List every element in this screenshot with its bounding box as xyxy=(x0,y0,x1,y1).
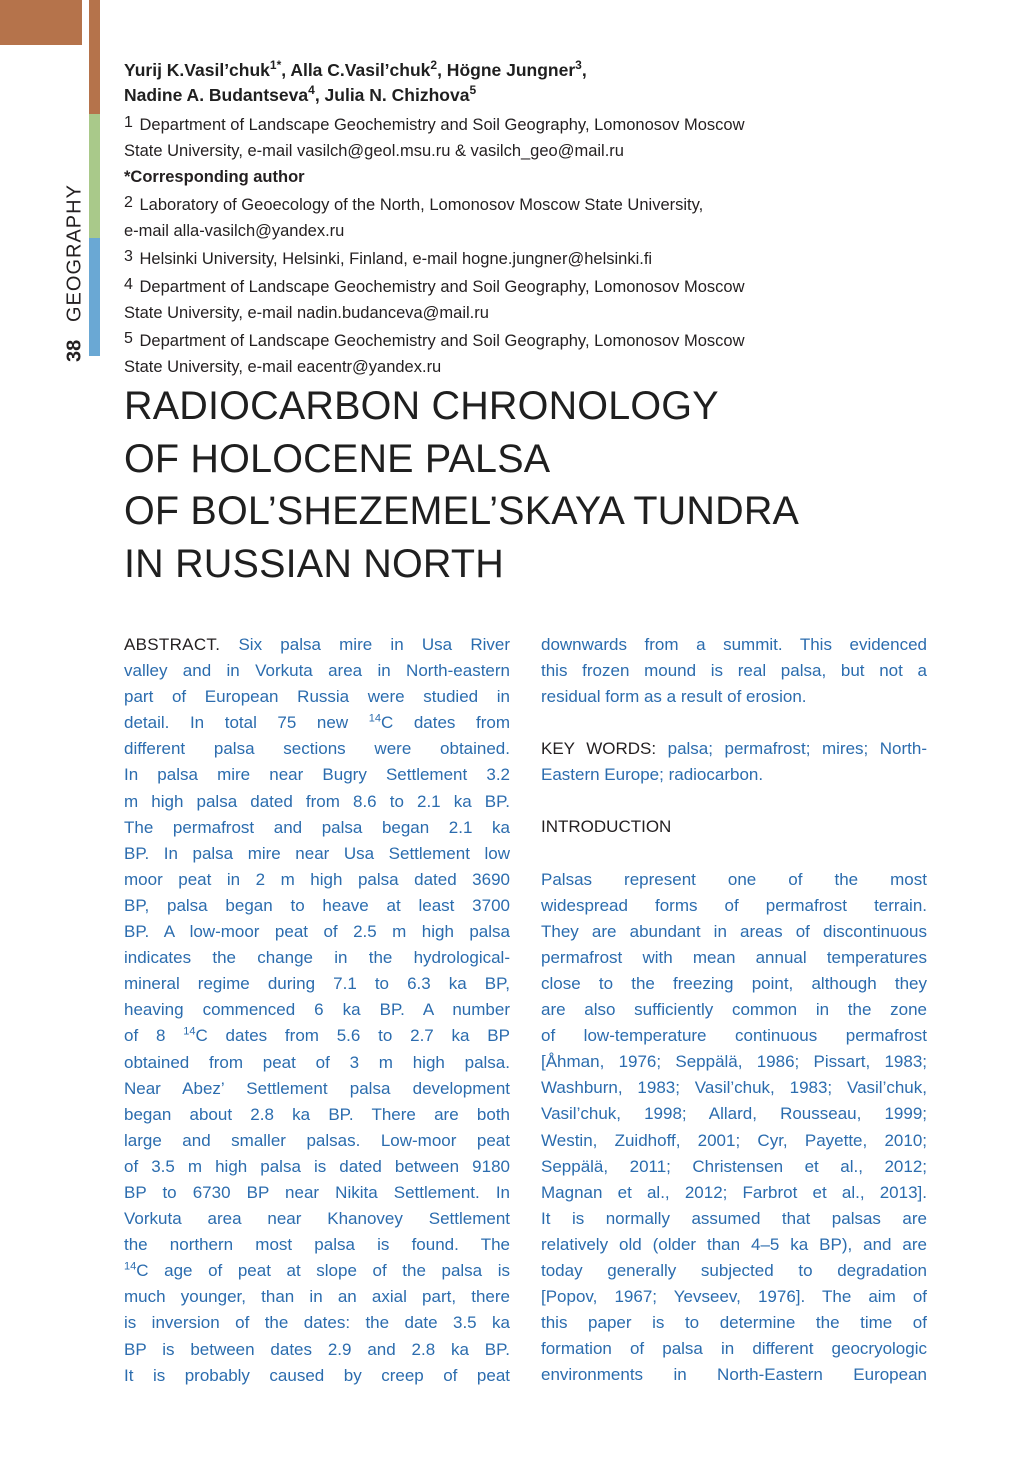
abstract-text: C dates from 5.6 to 2.7 ka BP xyxy=(195,1026,510,1046)
spacer xyxy=(541,841,927,867)
corner-color-block xyxy=(0,0,82,45)
abstract-heading: ABSTRACT. xyxy=(124,635,221,654)
intro-line: They are abundant in areas of discontinuous xyxy=(541,921,927,941)
affiliation-5-line-2: State University, e-mail eacentr@yandex.ru xyxy=(124,358,442,376)
sidebar-color-bar-blue xyxy=(89,238,100,356)
abstract-line: is inversion of the dates: the date 3.5 ka xyxy=(124,1313,510,1333)
affiliation-1-number: 1 xyxy=(124,114,133,131)
title-line-1: RADIOCARBON CHRONOLOGY xyxy=(124,384,719,428)
section-name: GEOGRAPHY xyxy=(63,183,86,322)
intro-line: [Popov, 1967; Yevseev, 1976]. The aim of xyxy=(541,1287,927,1307)
affiliations xyxy=(124,110,936,380)
affiliation-4 xyxy=(124,272,936,300)
affiliation-4-line-2: State University, e-mail nadin.budanceva@mail.ru xyxy=(124,304,489,322)
abstract-line: much younger, than in an axial part, there xyxy=(124,1287,510,1307)
abstract-line: m high palsa dated from 8.6 to 2.1 ka BP. xyxy=(124,791,510,811)
abstract-line: heaving commenced 6 ka BP. A number xyxy=(124,1000,510,1020)
keywords-heading: KEY WORDS: xyxy=(541,739,657,759)
intro-line: Vasil’chuk, 1998; Allard, Rousseau, 1999; xyxy=(541,1104,927,1124)
abstract-line: In palsa mire near Bugry Settlement 3.2 xyxy=(124,765,510,785)
sidebar-color-bar-brown xyxy=(89,0,100,114)
intro-line: Westin, Zuidhoff, 2001; Cyr, Payette, 2010; xyxy=(541,1130,927,1150)
affiliation-5-line-1: Department of Landscape Geochemistry and Soil Geography, Lomonosov Moscow xyxy=(139,332,745,350)
intro-line: are also sufficiently common in the zone xyxy=(541,1000,927,1020)
abstract-line: BP. A low-moor peat of 2.5 m high palsa xyxy=(124,922,510,942)
keywords-text: palsa; permafrost; mires; North- xyxy=(656,739,927,759)
abstract-line: valley and in Vorkuta area in North-eastern xyxy=(124,661,510,681)
intro-line: [Åhman, 1976; Seppälä, 1986; Pissart, 1983; xyxy=(541,1052,927,1072)
spacer xyxy=(541,788,927,814)
abstract-line: this frozen mound is real palsa, but not a xyxy=(541,661,927,681)
abstract-line xyxy=(124,710,510,736)
intro-line: of low-temperature continuous permafrost xyxy=(541,1026,927,1046)
abstract-line: residual form as a result of erosion. xyxy=(541,687,807,707)
author-4-sup: 4 xyxy=(308,83,315,98)
intro-line: formation of palsa in different geocryologic xyxy=(541,1339,927,1359)
abstract-line: moor peat in 2 m high palsa dated 3690 xyxy=(124,869,510,889)
abstract-line: BP to 6730 BP near Nikita Settlement. In xyxy=(124,1182,510,1202)
spacer xyxy=(541,710,927,736)
intro-line: relatively old (older than 4–5 ka BP), and are xyxy=(541,1234,927,1254)
intro-line: Magnan et al., 2012; Farbrot et al., 2013]. xyxy=(541,1182,927,1202)
author-5: , Julia N. Chizhova xyxy=(314,85,470,105)
isotope-superscript: 14 xyxy=(183,1025,196,1038)
keywords-line: Eastern Europe; radiocarbon. xyxy=(541,765,764,785)
affiliation-3-line-1: Helsinki University, Helsinki, Finland, e-mail hogne.jungner@helsinki.fi xyxy=(139,250,653,268)
abstract-line: indicates the change in the hydrological- xyxy=(124,948,510,968)
paper-title xyxy=(124,380,924,590)
intro-line: today generally subjected to degradation xyxy=(541,1260,927,1280)
page-number: 38 xyxy=(63,339,86,362)
sidebar-label xyxy=(60,172,90,362)
right-column xyxy=(541,632,927,1388)
introduction-heading: INTRODUCTION xyxy=(541,817,672,837)
isotope-superscript: 14 xyxy=(124,1260,137,1273)
abstract-text: Six palsa mire in Usa River xyxy=(238,635,510,654)
abstract-line: the northern most palsa is found. The xyxy=(124,1235,510,1255)
abstract-line: obtained from peat of 3 m high palsa. xyxy=(124,1052,510,1072)
intro-line: Seppälä, 2011; Christensen et al., 2012; xyxy=(541,1156,927,1176)
abstract-line: BP. In palsa mire near Usa Settlement low xyxy=(124,843,510,863)
intro-line: It is normally assumed that palsas are xyxy=(541,1208,927,1228)
title-line-2: OF HOLOCENE PALSA xyxy=(124,436,551,481)
abstract-line: different palsa sections were obtained. xyxy=(124,739,510,759)
abstract-text: C age of peat at slope of the palsa is xyxy=(136,1261,510,1281)
intro-line: Washburn, 1983; Vasil’chuk, 1983; Vasil’chuk, xyxy=(541,1078,927,1098)
affiliation-3-number: 3 xyxy=(124,248,133,265)
author-5-sup: 5 xyxy=(469,83,477,98)
abstract-line: BP is between dates 2.9 and 2.8 ka BP. xyxy=(124,1339,510,1359)
abstract-line: part of European Russia were studied in xyxy=(124,687,510,707)
affiliation-4-line-1: Department of Landscape Geochemistry and Soil Geography, Lomonosov Moscow xyxy=(139,278,745,296)
author-2: , Alla C.Vasil’chuk xyxy=(281,60,431,80)
abstract-line xyxy=(124,1258,510,1284)
abstract-line: The permafrost and palsa began 2.1 ka xyxy=(124,817,510,837)
author-list xyxy=(124,58,944,108)
abstract-line xyxy=(124,632,510,658)
author-1-sup: 1* xyxy=(269,58,282,73)
author-line-2 xyxy=(124,83,944,108)
abstract-line: Vorkuta area near Khanovey Settlement xyxy=(124,1209,510,1229)
affiliation-1-line-1: Department of Landscape Geochemistry and Soil Geography, Lomonosov Moscow xyxy=(139,116,745,134)
intro-line: permafrost with mean annual temperatures xyxy=(541,947,927,967)
corresponding-author-note: *Corresponding author xyxy=(124,168,305,186)
intro-line: close to the freezing point, although they xyxy=(541,973,927,993)
abstract-line: Near Abez’ Settlement palsa development xyxy=(124,1078,510,1098)
abstract-line: of 3.5 m high palsa is dated between 9180 xyxy=(124,1156,510,1176)
keywords-line xyxy=(541,736,927,762)
affiliation-2-line-1: Laboratory of Geoecology of the North, Lomonosov Moscow State University, xyxy=(139,196,704,214)
author-3: , Högne Jungner xyxy=(437,60,576,80)
isotope-superscript: 14 xyxy=(368,712,381,725)
affiliation-1 xyxy=(124,110,936,138)
abstract-line: began about 2.8 ka BP. There are both xyxy=(124,1104,510,1124)
affiliation-2 xyxy=(124,190,936,218)
title-line-3: OF BOL’SHEZEMEL’SKAYA TUNDRA xyxy=(124,489,800,533)
abstract-line: downwards from a summit. This evidenced xyxy=(541,635,927,654)
abstract-line: It is probably caused by creep of peat xyxy=(124,1365,510,1385)
intro-line: this paper is to determine the time of xyxy=(541,1313,927,1333)
author-2-sup: 2 xyxy=(430,58,438,73)
affiliation-5 xyxy=(124,326,936,354)
affiliation-3 xyxy=(124,244,936,272)
affiliation-1-line-2: State University, e-mail vasilch@geol.msu.ru & vasilch_geo@mail.ru xyxy=(124,142,624,160)
author-3-sup: 3 xyxy=(575,58,582,73)
author-line-1 xyxy=(124,58,944,83)
abstract-column xyxy=(124,632,510,1389)
affiliation-2-number: 2 xyxy=(124,194,133,211)
affiliation-4-number: 4 xyxy=(124,276,133,293)
abstract-text: C dates from xyxy=(380,713,511,733)
abstract-text: detail. In total 75 new xyxy=(124,713,369,733)
author-1: Yurij K.Vasil’chuk xyxy=(124,60,270,80)
author-3-comma: , xyxy=(581,60,587,80)
abstract-line: mineral regime during 7.1 to 6.3 ka BP, xyxy=(124,974,510,994)
abstract-line: BP, palsa began to heave at least 3700 xyxy=(124,895,510,915)
title-line-4: IN RUSSIAN NORTH xyxy=(124,541,504,586)
sidebar-color-bar-green xyxy=(89,114,100,238)
intro-line: Palsas represent one of the most xyxy=(541,869,927,889)
intro-line: widespread forms of permafrost terrain. xyxy=(541,895,927,915)
affiliation-2-line-2: e-mail alla-vasilch@yandex.ru xyxy=(124,222,345,240)
abstract-text: of 8 xyxy=(124,1026,184,1046)
abstract-line: large and smaller palsas. Low-moor peat xyxy=(124,1130,510,1150)
intro-line: environments in North-Eastern European xyxy=(541,1365,927,1385)
author-4: Nadine A. Budantseva xyxy=(124,85,309,105)
affiliation-5-number: 5 xyxy=(124,330,133,347)
abstract-line xyxy=(124,1023,510,1049)
